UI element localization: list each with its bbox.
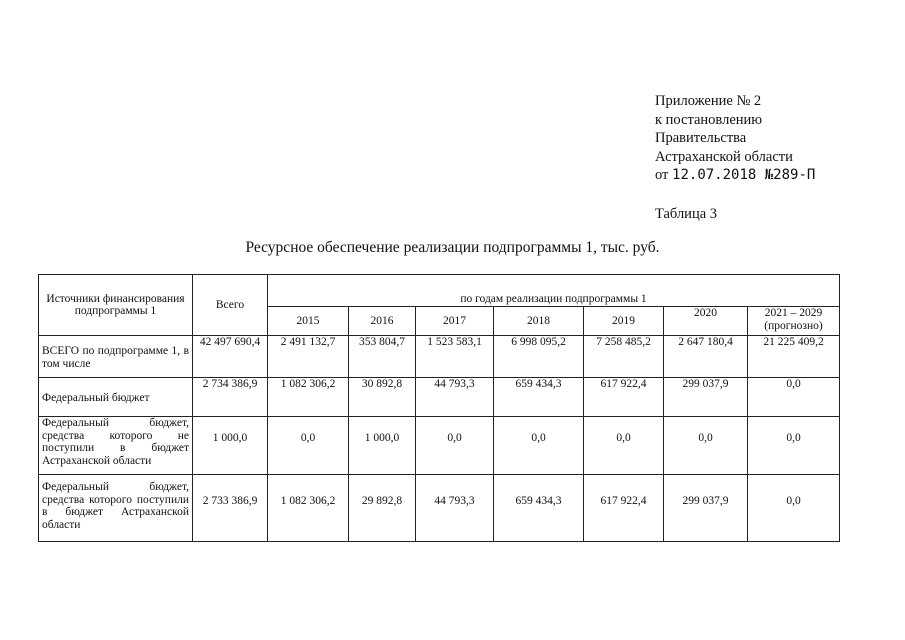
table-row [39,378,840,417]
appendix-date-prefix: от [655,167,669,183]
year-header: 2017 [416,307,494,336]
row-value: 617 922,4 [584,378,664,417]
row-value: 1 082 306,2 [268,475,349,542]
row-value: 299 037,9 [664,378,748,417]
row-source: ВСЕГО по подпрограмме 1, в том числе [39,336,193,378]
row-value: 2 491 132,7 [268,336,349,378]
row-source: Федеральный бюджет, средства которого поступили в бюджет Астраханской области [39,475,193,542]
row-value: 29 892,8 [349,475,416,542]
row-value: 0,0 [416,417,494,475]
header-total: Всего [193,275,268,336]
row-value: 0,0 [748,417,840,475]
header-source: Источники финансирования подпрограммы 1 [39,275,193,336]
table-label: Таблица 3 [655,206,718,222]
appendix-date-number: 12.07.2018 №289-П [672,167,816,183]
row-value: 617 922,4 [584,475,664,542]
row-value: 21 225 409,2 [748,336,840,378]
header-years-group: по годам реализации подпрограммы 1 [268,275,840,307]
row-total: 42 497 690,4 [193,336,268,378]
row-value: 7 258 485,2 [584,336,664,378]
row-value: 30 892,8 [349,378,416,417]
appendix-line-4: Астраханской области [655,148,793,165]
row-value: 353 804,7 [349,336,416,378]
appendix-line-2: к постановлению [655,111,763,128]
row-value: 0,0 [268,417,349,475]
table-row [39,475,840,542]
document-title: Ресурсное обеспечение реализации подпрограммы 1, тыс. руб. [245,239,660,256]
row-value: 659 434,3 [494,475,584,542]
year-header: 2015 [268,307,349,336]
row-value: 1 523 583,1 [416,336,494,378]
row-value: 44 793,3 [416,475,494,542]
row-value: 1 000,0 [349,417,416,475]
row-value: 0,0 [748,378,840,417]
appendix-date-line [655,166,815,185]
table-row [39,336,840,378]
year-header: 2016 [349,307,416,336]
row-source: Федеральный бюджет, средства которого не поступили в бюджет Астраханской области [39,417,193,475]
row-value: 0,0 [664,417,748,475]
appendix-line-3: Правительства [655,130,747,146]
year-header: 2021 – 2029 (прогнозно) [748,307,840,336]
row-value: 299 037,9 [664,475,748,542]
appendix-line-1: Приложение № 2 [655,93,762,109]
row-value: 0,0 [748,475,840,542]
row-total: 2 734 386,9 [193,378,268,417]
row-value: 44 793,3 [416,378,494,417]
header-row-1 [39,275,840,307]
table-row [39,417,840,475]
row-value: 2 647 180,4 [664,336,748,378]
row-value: 6 998 095,2 [494,336,584,378]
year-header: 2019 [584,307,664,336]
row-value: 659 434,3 [494,378,584,417]
row-source: Федеральный бюджет [39,378,193,417]
year-header: 2020 [664,307,748,336]
year-header: 2018 [494,307,584,336]
row-total: 2 733 386,9 [193,475,268,542]
row-value: 1 082 306,2 [268,378,349,417]
resources-table [38,274,840,542]
appendix-block [655,92,815,185]
row-value: 0,0 [584,417,664,475]
row-value: 0,0 [494,417,584,475]
row-total: 1 000,0 [193,417,268,475]
